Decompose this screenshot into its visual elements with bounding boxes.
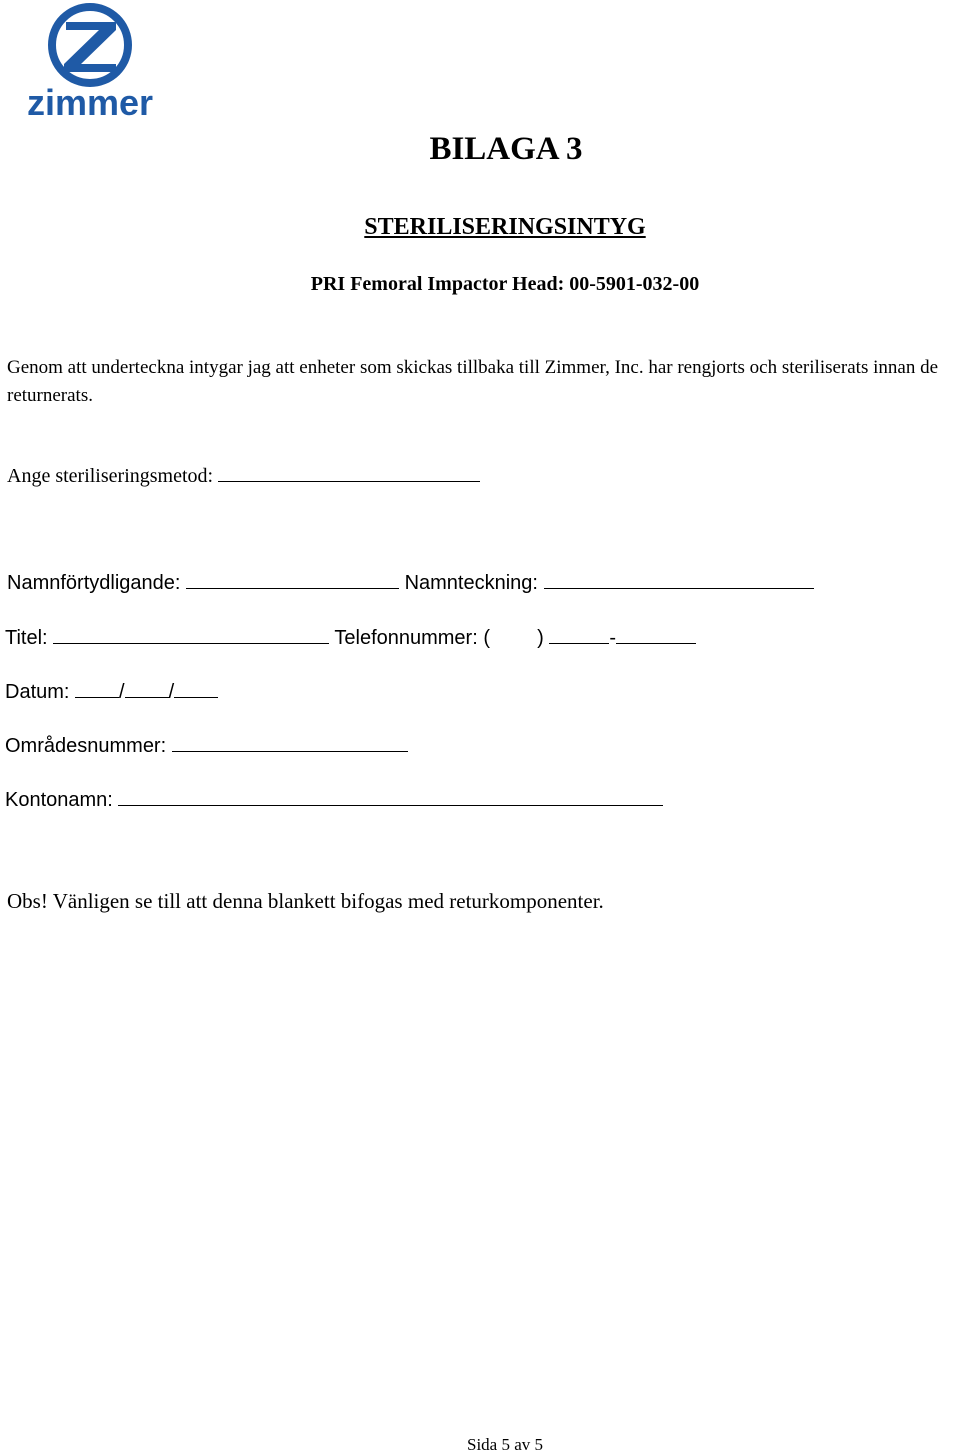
page-number: Sida 5 av 5	[466, 1435, 544, 1454]
sterilization-method-field[interactable]	[218, 463, 480, 482]
phone-paren-close: )	[537, 627, 544, 649]
zimmer-logo-icon	[8, 0, 173, 122]
return-note: Obs! Vänligen se till att denna blankett bifogas med returkomponenter.	[7, 889, 604, 913]
date-day-field[interactable]	[75, 679, 119, 698]
date-label: Datum:	[5, 681, 70, 703]
area-number-label: Områdesnummer:	[5, 735, 167, 757]
document-subtitle: STERILISERINGSINTYG	[364, 214, 646, 240]
signature-field[interactable]	[544, 570, 814, 589]
name-clarification-label: Namnförtydligande:	[7, 572, 181, 594]
phone-area-code-field[interactable]	[496, 625, 532, 644]
sterilization-method-row	[7, 463, 480, 488]
name-clarification-field[interactable]	[186, 570, 399, 589]
phone-prefix-field[interactable]	[549, 625, 609, 644]
intro-paragraph: Genom att underteckna intygar jag att enheter som skickas tillbaka till Zimmer, Inc. har rengjorts och steriliserats innan de returnerats.	[7, 357, 938, 406]
date-year-field[interactable]	[174, 679, 218, 698]
date-row	[5, 679, 218, 704]
area-number-row	[5, 733, 408, 758]
phone-label: Telefonnummer: (	[334, 627, 490, 649]
account-name-row	[5, 787, 663, 812]
area-number-field[interactable]	[172, 733, 408, 752]
account-name-field[interactable]	[118, 787, 663, 806]
account-name-label: Kontonamn:	[5, 789, 113, 811]
title-field[interactable]	[53, 625, 329, 644]
date-month-field[interactable]	[125, 679, 169, 698]
title-label: Titel:	[5, 627, 48, 649]
zimmer-logo	[8, 0, 173, 122]
signature-label: Namnteckning:	[404, 572, 538, 594]
date-separator-2: /	[168, 681, 175, 703]
phone-number-field[interactable]	[616, 625, 696, 644]
name-signature-row	[7, 570, 814, 595]
title-phone-row	[5, 625, 696, 650]
svg-text:zimmer: zimmer	[26, 82, 154, 122]
sterilization-method-label: Ange steriliseringsmetod:	[7, 465, 214, 487]
phone-dash: -	[609, 627, 617, 649]
product-line: PRI Femoral Impactor Head: 00-5901-032-00	[310, 273, 700, 295]
date-separator-1: /	[119, 681, 125, 703]
document-title: BILAGA 3	[429, 131, 583, 167]
